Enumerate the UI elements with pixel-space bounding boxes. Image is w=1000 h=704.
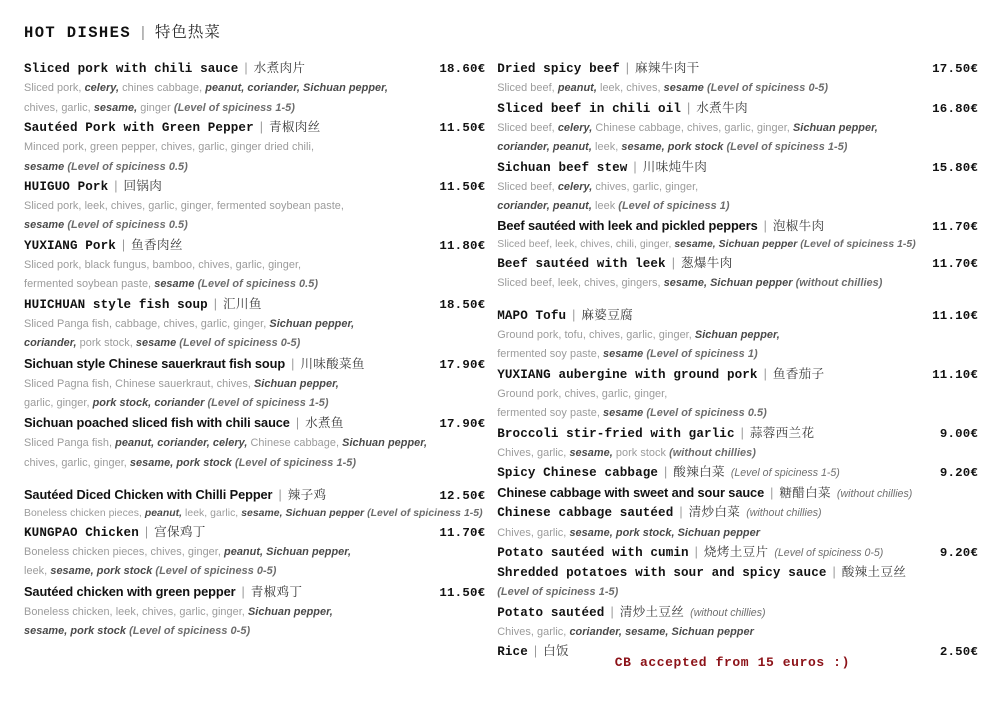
payment-note: CB accepted from 15 euros :)	[614, 655, 850, 670]
menu-item-description-line: chives, garlic, ginger, sesame, pork stock (Level of spiciness 1-5)	[24, 456, 357, 469]
menu-item-name: KUNGPAO Chicken	[24, 525, 139, 540]
menu-item-name: Rice	[497, 645, 528, 660]
menu-item-description-line: Ground pork, tofu, chives, garlic, ginger, Sichuan pepper,	[497, 328, 780, 341]
menu-item-description-line: Chives, garlic, coriander, sesame, Sichuan pepper	[497, 625, 754, 638]
menu-item-description-line: Ground pork, chives, garlic, ginger,	[497, 387, 668, 400]
menu-item-separator: |	[625, 61, 630, 75]
menu-item-name: Sautéed chicken with green pepper	[24, 583, 236, 599]
menu-item-description-line: Sliced Panga fish, peanut, coriander, celery, Chinese cabbage, Sichuan pepper,	[24, 437, 428, 450]
menu-item[interactable]	[497, 59, 978, 99]
section-title-zh: 特色热菜	[154, 24, 221, 41]
menu-item-name: Dried spicy beef	[497, 62, 620, 76]
menu-item-price: 16.80€	[932, 101, 978, 116]
menu-item[interactable]	[24, 413, 485, 473]
menu-item-separator: |	[679, 505, 683, 520]
menu-item-description-line: Sliced beef, peanut, leek, chives, sesame (Level of spiciness 0-5)	[497, 82, 829, 95]
menu-item-name-zh: 青椒鸡丁	[250, 584, 303, 599]
menu-item-title-row	[497, 603, 978, 623]
menu-item-title-row	[497, 463, 978, 483]
menu-item-separator: |	[291, 356, 295, 371]
menu-item-price: 17.90€	[439, 417, 486, 432]
menu-item[interactable]	[24, 582, 485, 642]
menu-item-price: 11.50€	[439, 585, 486, 600]
menu-item[interactable]	[497, 424, 978, 464]
menu-item-description-line: Sliced Panga fish, cabbage, chives, garlic, ginger, Sichuan pepper,	[24, 317, 355, 330]
menu-item[interactable]	[24, 177, 485, 236]
menu-item[interactable]	[24, 354, 485, 414]
menu-item-name: Chinese cabbage sautéed	[497, 506, 674, 521]
menu-item-name: Sautéed Diced Chicken with Chilli Pepper	[24, 487, 273, 503]
menu-item-description-line: coriander, pork stock, sesame (Level of spiciness 0-5)	[24, 337, 301, 350]
menu-item-separator: |	[278, 488, 282, 503]
menu-item-title-row	[497, 254, 978, 274]
menu-item-name-zh: 青椒肉丝	[268, 119, 321, 134]
menu-item-name-zh: 水煮牛肉	[696, 100, 748, 115]
menu-item-name-zh: 宫保鸡丁	[154, 524, 206, 539]
menu-item-name: Potato sautéed	[497, 605, 605, 620]
menu-item-price: 9.00€	[939, 426, 978, 441]
menu-item-name-zh: 麻婆豆腐	[581, 307, 633, 322]
menu-item-name-zh: 酸辣白菜	[673, 465, 725, 480]
menu-item-price: 15.80€	[932, 160, 978, 175]
menu-item-description-line: Sliced beef, leek, chives, chili, ginger, sesame, Sichuan pepper (Level of spiciness 1-5)	[497, 239, 916, 251]
menu-item-title-row	[497, 424, 978, 444]
menu-item-description-line: leek, sesame, pork stock (Level of spiciness 0-5)	[24, 565, 277, 578]
menu-item-separator: |	[687, 100, 691, 115]
menu-item-name-zh: 清炒白菜	[688, 505, 741, 520]
menu-item[interactable]	[497, 463, 978, 483]
menu-item-title-row	[497, 59, 978, 79]
menu-item-description-line: chives, garlic, sesame, ginger (Level of spiciness 1-5)	[24, 101, 295, 114]
menu-item-description-line: garlic, ginger, pork stock, coriander (Level of spiciness 1-5)	[24, 397, 329, 410]
menu-item-description-line: Sliced beef, leek, chives, gingers, sesame, Sichuan pepper (without chillies)	[497, 277, 883, 290]
menu-item-separator: |	[694, 544, 698, 559]
menu-item-separator: |	[664, 465, 668, 480]
menu-item-name-zh: 糖醋白菜	[779, 486, 831, 501]
menu-item-separator: |	[770, 486, 774, 501]
menu-item-title-row	[24, 582, 485, 603]
menu-item-name-zh: 白饭	[543, 644, 569, 659]
menu-item-name-zh: 川味炖牛肉	[642, 159, 708, 174]
menu-item-description-line: sesame (Level of spiciness 0.5)	[24, 219, 188, 232]
menu-item-name-zh: 麻辣牛肉干	[635, 61, 700, 75]
menu-item-spiciness-note: (without chillies)	[746, 507, 822, 520]
menu-item-separator: |	[121, 237, 126, 252]
menu-item-price: 11.80€	[439, 238, 486, 253]
menu-item-name: Sliced beef in chili oil	[497, 101, 682, 116]
menu-item-description-line: (Level of spiciness 1-5)	[497, 586, 619, 599]
menu-item-name: Shredded potatoes with sour and spicy sauce	[497, 566, 827, 581]
menu-item-separator: |	[259, 119, 263, 134]
menu-item-description-line: Boneless chicken pieces, chives, ginger, peanut, Sichuan pepper,	[24, 545, 352, 558]
menu-item-name: Sliced pork with chili sauce	[24, 62, 239, 76]
menu-item-name: Potato sautéed with cumin	[497, 545, 689, 560]
menu-item-price: 9.20€	[939, 466, 978, 481]
menu-item-description-line: Sliced Pagna fish, Chinese sauerkraut, chives, Sichuan pepper,	[24, 377, 339, 390]
menu-item-name-zh: 鱼香肉丝	[131, 237, 183, 252]
menu-item-separator: |	[213, 296, 218, 311]
menu-item[interactable]	[497, 603, 978, 643]
menu-item-title-row	[497, 365, 978, 385]
menu-item-title-row	[24, 177, 485, 197]
menu-item-description-line: Sliced pork, black fungus, bamboo, chives, garlic, ginger,	[24, 259, 302, 271]
menu-item-description-line: Minced pork, green pepper, chives, garlic, ginger dried chili,	[24, 141, 315, 154]
menu-item-name-zh: 辣子鸡	[287, 488, 327, 503]
section-header	[24, 20, 978, 42]
menu-column-left	[22, 59, 485, 641]
menu-item-price: 11.70€	[439, 525, 486, 540]
section-title-separator: |	[141, 24, 145, 41]
menu-item-description-line: fermented soy paste, sesame (Level of spiciness 0.5)	[497, 407, 767, 420]
menu-item-description-line: Sliced pork, leek, chives, garlic, ginger, fermented soybean paste,	[24, 200, 344, 213]
dish-group-gap	[497, 294, 978, 306]
menu-item-separator: |	[610, 604, 614, 619]
menu-item-separator: |	[572, 307, 576, 322]
menu-item[interactable]	[497, 158, 978, 217]
menu-item[interactable]	[497, 216, 978, 254]
menu-item-price: 11.70€	[932, 220, 978, 235]
menu-item[interactable]	[497, 99, 978, 158]
menu-item-title-row	[24, 295, 485, 315]
menu-item[interactable]	[497, 365, 978, 424]
menu-item-price: 17.50€	[932, 62, 978, 76]
menu-item-separator: |	[763, 219, 767, 234]
menu-item-title-row	[497, 543, 978, 563]
menu-item-name-zh: 水煮肉片	[253, 61, 306, 75]
menu-item[interactable]	[24, 295, 485, 354]
menu-item-price: 9.20€	[939, 545, 978, 560]
menu-item[interactable]	[497, 483, 978, 503]
menu-item-name-zh: 蒜蓉西兰花	[749, 425, 815, 440]
menu-item-description-line: sesame (Level of spiciness 0.5)	[24, 160, 188, 173]
menu-item-name: YUXIANG Pork	[24, 238, 116, 253]
menu-item-price: 11.50€	[439, 179, 486, 194]
menu-item-title-row	[24, 236, 485, 256]
menu-column-right	[485, 59, 978, 662]
menu-item-description-line: Chives, garlic, sesame, pork stock, Sichuan pepper	[497, 526, 760, 539]
menu-item-name-zh: 酸辣土豆丝	[841, 565, 907, 580]
menu-item-name: Spicy Chinese cabbage	[497, 466, 659, 481]
menu-item-name-zh: 水煮鱼	[305, 416, 344, 431]
menu-item[interactable]	[24, 118, 485, 177]
menu-item-description-line: fermented soy paste, sesame (Level of spiciness 1)	[497, 348, 758, 361]
menu-item-name-zh: 川味酸菜鱼	[300, 356, 365, 371]
menu-item-price: 11.10€	[932, 367, 978, 382]
menu-item[interactable]	[497, 306, 978, 365]
menu-item-separator: |	[832, 565, 836, 580]
menu-item-separator: |	[114, 178, 118, 193]
menu-item-title-row	[497, 563, 978, 583]
dish-group-gap	[24, 473, 485, 485]
menu-item-description-line: Sliced beef, celery, Chinese cabbage, chives, garlic, ginger, Sichuan pepper,	[497, 121, 878, 134]
menu-item-name: Sautéed Pork with Green Pepper	[24, 120, 254, 135]
menu-item-name: MAPO Tofu	[497, 308, 567, 323]
menu-item-title-row	[497, 158, 978, 178]
menu-item-price: 12.50€	[439, 489, 486, 504]
menu-item-name-zh: 汇川鱼	[223, 296, 262, 311]
menu-item-name: Chinese cabbage with sweet and sour sauce	[497, 485, 765, 501]
menu-item-name-zh: 清炒土豆丝	[619, 604, 685, 619]
menu-item-description-line: Sliced pork, celery, chines cabbage, peanut, coriander, Sichuan pepper,	[24, 82, 388, 95]
menu-item-title-row	[497, 216, 978, 237]
menu-item-title-row	[497, 503, 978, 523]
menu-item-name-zh: 烧烤土豆片	[703, 544, 769, 559]
menu-item-separator: |	[144, 524, 149, 539]
menu-item-name: YUXIANG aubergine with ground pork	[497, 367, 758, 382]
menu-item-title-row	[497, 483, 978, 503]
menu-item-separator: |	[533, 644, 538, 659]
menu-item[interactable]	[497, 543, 978, 563]
menu-item-price: 11.10€	[932, 308, 978, 323]
menu-item-description-line: Boneless chicken pieces, peanut, leek, garlic, sesame, Sichuan pepper (Level of spiciness 1-5)	[24, 507, 483, 519]
menu-item-spiciness-note: (Level of spiciness 0-5)	[774, 546, 884, 559]
menu-item-title-row	[24, 523, 485, 543]
menu-item-name-zh: 回锅肉	[123, 178, 163, 193]
menu-item-description-line: Chives, garlic, sesame, pork stock (without chillies)	[497, 446, 756, 459]
menu-item[interactable]	[24, 523, 485, 582]
menu-item-spiciness-note: (without chillies)	[690, 606, 766, 619]
menu-item-name: Sichuan poached sliced fish with chili sauce	[24, 415, 290, 431]
menu-item-name: Sichuan beef stew	[497, 160, 628, 175]
menu-item-title-row	[497, 306, 978, 326]
menu-item[interactable]	[24, 485, 485, 523]
section-title-en: HOT DISHES	[24, 24, 132, 42]
menu-item[interactable]	[497, 254, 978, 294]
menu-item-separator: |	[763, 366, 767, 381]
menu-item-separator: |	[241, 584, 245, 599]
menu-item-price: 2.50€	[939, 645, 978, 660]
menu-item-separator: |	[633, 159, 637, 174]
menu-item-name: Beef sautéed with leek and pickled peppers	[497, 218, 758, 234]
menu-item-separator: |	[740, 425, 744, 440]
menu-item[interactable]	[497, 563, 978, 603]
menu-item-price: 11.50€	[439, 120, 486, 135]
menu-item-price: 18.60€	[439, 62, 486, 76]
menu-item[interactable]	[24, 236, 485, 295]
menu-item-title-row	[497, 99, 978, 119]
menu-item-description-line: coriander, peanut, leek (Level of spiciness 1)	[497, 200, 730, 213]
menu-item[interactable]	[497, 503, 978, 543]
menu-item-description-line: Boneless chicken, leek, chives, garlic, ginger, Sichuan pepper,	[24, 605, 333, 618]
menu-item-price: 17.90€	[439, 357, 486, 372]
menu-item-description-line: sesame, pork stock (Level of spiciness 0-5)	[24, 624, 251, 637]
menu-item-description-line: Sliced beef, celery, chives, garlic, ginger,	[497, 180, 699, 193]
menu-item-name: Beef sautéed with leek	[497, 257, 666, 272]
menu-item-spiciness-note: (without chillies)	[836, 488, 913, 501]
menu-item-title-row	[24, 59, 485, 79]
menu-item-name: Broccoli stir-fried with garlic	[497, 426, 735, 441]
menu-item-name-zh: 鱼香茄子	[772, 366, 825, 381]
menu-item-price: 18.50€	[439, 297, 486, 312]
menu-item-name: HUICHUAN style fish soup	[24, 297, 208, 312]
menu-item-separator: |	[671, 256, 675, 271]
menu-item-description-line: coriander, peanut, leek, sesame, pork stock (Level of spiciness 1-5)	[497, 141, 848, 154]
menu-item-price: 11.70€	[932, 257, 978, 272]
menu-item-description-line: fermented soybean paste, sesame (Level of spiciness 0.5)	[24, 278, 319, 291]
menu-item-separator: |	[244, 61, 248, 75]
menu-item-name-zh: 葱爆牛肉	[680, 256, 733, 271]
menu-item-title-row	[24, 354, 485, 375]
menu-item[interactable]	[24, 59, 485, 118]
menu-item-spiciness-note: (Level of spiciness 1-5)	[730, 467, 840, 480]
menu-item-name: HUIGUO Pork	[24, 179, 109, 194]
menu-item-separator: |	[295, 416, 300, 431]
menu-item-title-row	[24, 413, 485, 434]
menu-item-name: Sichuan style Chinese sauerkraut fish soup	[24, 355, 286, 371]
menu-columns	[22, 59, 978, 662]
menu-item-name-zh: 泡椒牛肉	[772, 219, 825, 234]
menu-item-title-row	[24, 118, 485, 138]
menu-item-title-row	[24, 485, 485, 506]
